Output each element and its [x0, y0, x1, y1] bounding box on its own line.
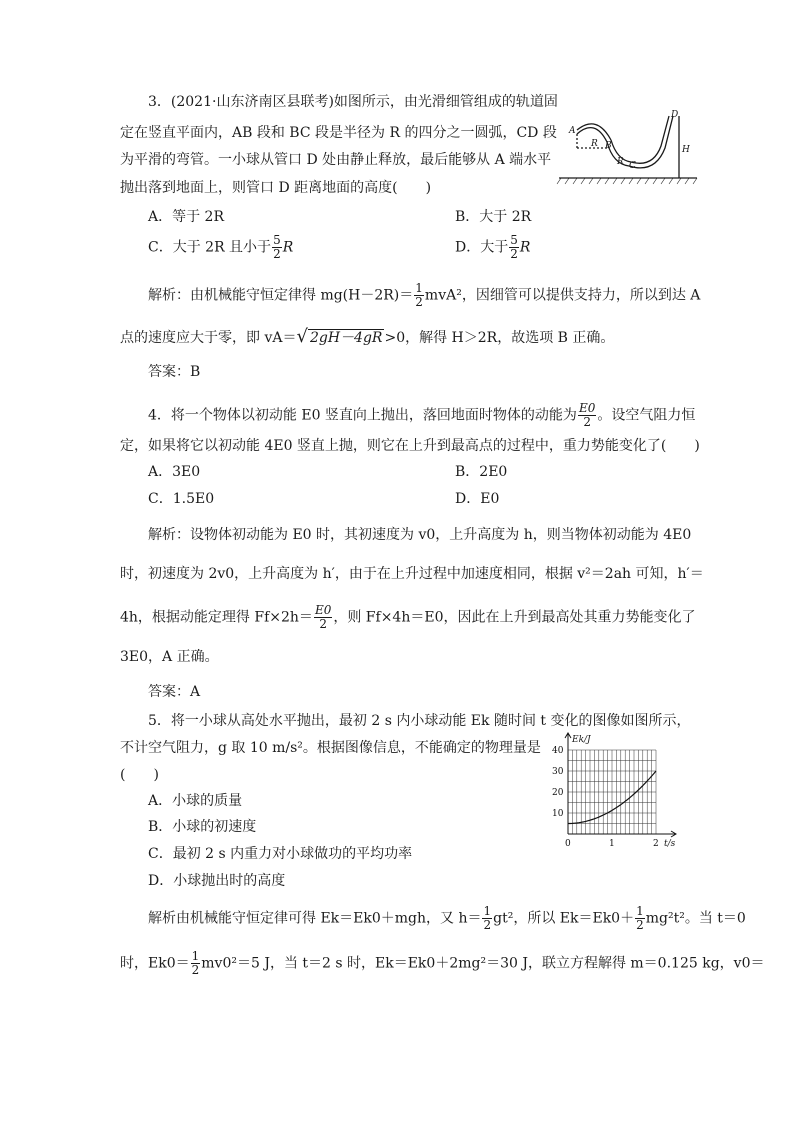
q5-sol1-post: mg²t²。当 t＝0: [645, 910, 746, 927]
q4-solution-line2: 时，初速度为 2v0，上升高度为 h′，由于在上升过程中加速度相同，根据 v²＝2ah 可知，h′＝: [120, 566, 704, 582]
q5-line2: 不计空气阻力，g 取 10 m/s²。根据图像信息，不能确定的物理量是: [120, 740, 541, 756]
q3-line2: 定在竖直平面内，AB 段和 BC 段是半径为 R 的四分之一圆弧，CD 段: [120, 125, 557, 141]
q3-optd-pre: D．大于: [455, 239, 509, 256]
fig-label-D: D: [671, 110, 679, 120]
y-tick-label: 10: [552, 809, 564, 819]
q3-sol2-sqrt: 2gH－4gR: [309, 330, 383, 346]
q3-optc-num: 5: [273, 233, 281, 247]
q3-optc-post: R: [282, 239, 294, 256]
q5-sol1-num: 1: [483, 904, 492, 918]
q3-option-d: [455, 234, 530, 261]
q3-sol1-post: mvA²，因细管可以提供支持力，所以到达 A: [424, 287, 701, 304]
q5-sol2-post: mv0²＝5 J，当 t＝2 s 时，Ek＝Ek0＋2mg²＝30 J，联立方程解得 m＝0.125 kg，v0＝: [201, 955, 765, 972]
q4-option-c: C．1.5E0: [148, 491, 215, 507]
q3-optd-den: 2: [510, 247, 518, 261]
q5-solution-line2: [120, 950, 764, 977]
q5-line1: 5．将一小球从高处水平抛出，最初 2 s 内小球动能 Ek 随时间 t 变化的图像如图所示，: [148, 713, 691, 729]
q4-sol3-num: E0: [314, 603, 332, 617]
q3-line4: 抛出落到地面上，则管口 D 距离地面的高度( ): [120, 180, 432, 196]
q4-solution-line1: 解析：设物体初动能为 E0 时，其初速度为 v0，上升高度为 h，则当物体初动能为 4E0: [148, 527, 692, 543]
q5-solution-line1: [148, 905, 746, 932]
q5-sol1-den2: 2: [636, 918, 644, 932]
ek-time-chart: [540, 730, 690, 858]
q3-optc-den: 2: [273, 247, 281, 261]
fig-label-A: A: [569, 126, 576, 136]
q4-line1-pre: 4．将一个物体以初动能 E0 竖直向上抛出，落回地面时物体的动能为: [148, 407, 577, 424]
q4-line1: [148, 402, 695, 429]
q3-sol2-pre: 点的速度应大于零，即 vA＝: [120, 330, 297, 346]
q3-option-b: B．大于 2R: [455, 209, 532, 225]
q5-sol1-mid: gt²，所以 Ek＝Ek0＋: [493, 910, 635, 927]
fig-label-R2: R: [617, 157, 624, 167]
fig-label-B: B: [605, 141, 612, 151]
q3-sol1-num: 1: [415, 281, 423, 295]
q5-sol1-frac1: [482, 905, 492, 932]
q4-line1-frac: [578, 402, 596, 429]
q4-solution-line4: 3E0，A 正确。: [120, 649, 219, 665]
x-tick-label: 2: [653, 839, 659, 849]
q4-line1-den: 2: [583, 415, 591, 429]
x-tick-label: 0: [565, 839, 571, 849]
q3-solution-line2: [120, 328, 614, 347]
q4-line2: 定，如果将它以初动能 4E0 竖直上抛，则它在上升到最高点的过程中，重力势能变化了( ): [120, 438, 700, 454]
q3-sol1-pre: 解析：由机械能守恒定律得 mg(H－2R)＝: [148, 287, 414, 304]
q4-option-a: A．3E0: [148, 464, 201, 480]
q5-option-d: D．小球抛出时的高度: [148, 873, 286, 889]
q4-sol3-den: 2: [319, 617, 327, 631]
q3-option-c: [148, 234, 293, 261]
chart-y-axis-label: Ek/J: [572, 735, 591, 745]
q3-optc-pre: C．大于 2R 且小于: [148, 239, 272, 256]
y-tick-label: 30: [552, 767, 564, 777]
q4-solution-line3: [120, 604, 695, 631]
chart-grid: [568, 750, 656, 834]
q3-option-a: A．等于 2R: [148, 209, 225, 225]
q4-answer: 答案：A: [148, 684, 201, 700]
q4-option-d: D．E0: [455, 491, 500, 507]
q4-line1-num: E0: [578, 401, 596, 415]
y-tick-label: 40: [552, 746, 564, 756]
q3-solution-line1: [148, 282, 700, 309]
q3-optd-num: 5: [510, 233, 518, 247]
q5-option-c: C．最初 2 s 内重力对小球做功的平均功率: [148, 846, 413, 862]
q3-line3: 为平滑的弯管。一小球从管口 D 处由静止释放，最后能够从 A 端水平: [120, 152, 552, 168]
q4-sol3-frac: [314, 604, 332, 631]
q4-line1-post: 。设空气阻力恒: [597, 407, 696, 424]
chart-x-axis-label: t/s: [664, 839, 676, 849]
x-tick-label: 1: [609, 839, 615, 849]
q5-sol1-den: 2: [483, 918, 492, 932]
q4-sol3-pre: 4h，根据动能定理得 Ff×2h＝: [120, 609, 313, 626]
q3-optd-frac: [509, 234, 519, 261]
fig-label-H: H: [682, 145, 690, 155]
q3-sol2-post: >0，解得 H＞2R，故选项 B 正确。: [384, 330, 615, 346]
sqrt-radical-icon: √: [296, 326, 308, 347]
q5-sol2-den: 2: [191, 963, 200, 977]
q3-answer: 答案：B: [148, 364, 201, 380]
q3-sol1-frac: [414, 282, 424, 309]
q4-option-b: B．2E0: [455, 464, 508, 480]
q5-option-b: B．小球的初速度: [148, 819, 257, 835]
q5-sol2-frac: [191, 950, 201, 977]
q4-sol3-post: ，则 Ff×4h＝E0，因此在上升到最高处其重力势能变化了: [333, 609, 696, 626]
q5-sol1-pre: 解析由机械能守恒定律可得 Ek＝Ek0＋mgh，又 h＝: [148, 910, 482, 927]
q5-sol2-pre: 时，Ek0＝: [120, 955, 190, 972]
q5-sol2-num: 1: [191, 949, 200, 963]
q3-sol1-den: 2: [415, 295, 423, 309]
q5-sol1-num2: 1: [636, 904, 644, 918]
q5-line3: ( ): [120, 767, 159, 783]
q3-optd-post: R: [519, 239, 531, 256]
fig-label-C: C: [629, 161, 636, 171]
fig-label-R1: R: [591, 139, 598, 149]
y-tick-label: 20: [552, 788, 564, 798]
q5-sol1-frac2: [635, 905, 645, 932]
q3-line1: 3．(2021·山东济南区县联考)如图所示，由光滑细管组成的轨道固: [148, 94, 558, 110]
q3-optc-frac: [272, 234, 282, 261]
q5-option-a: A．小球的质量: [148, 793, 243, 809]
q3-track-figure: [555, 108, 701, 186]
chart-axes: [565, 733, 676, 837]
